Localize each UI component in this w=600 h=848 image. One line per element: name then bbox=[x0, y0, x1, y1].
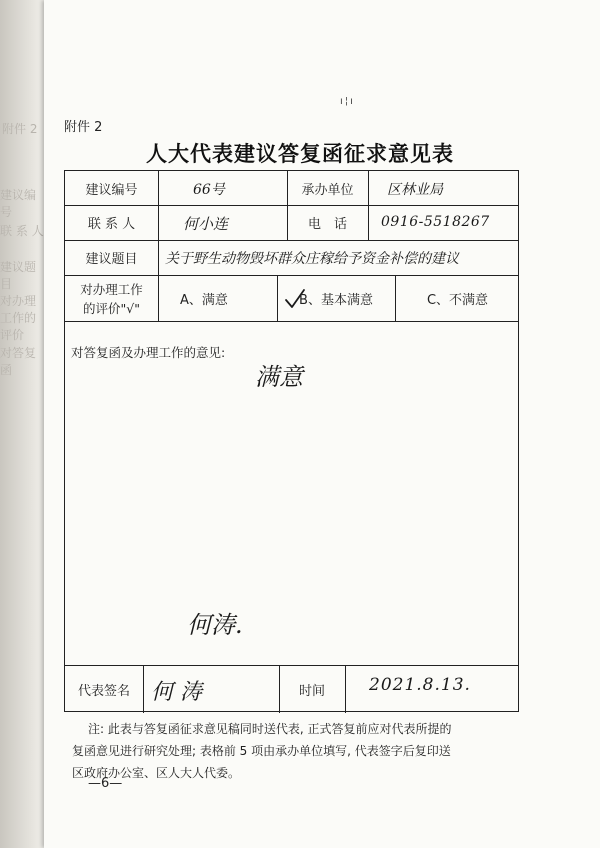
footnote-line: 注: 此表与答复函征求意见稿同时送代表, 正式答复前应对代表所提的 bbox=[88, 722, 452, 736]
phone-value: 0916-5518267 bbox=[381, 214, 490, 230]
topic-value: 关于野生动物毁坏群众庄稼给予资金补偿的建议 bbox=[165, 251, 459, 267]
page-title: 人大代表建议答复函征求意见表 bbox=[146, 141, 454, 166]
evaluation-label-line-2: 的评价"√" bbox=[83, 301, 140, 316]
table-rule bbox=[143, 665, 144, 713]
page-number: —6— bbox=[88, 776, 123, 791]
table-rule bbox=[65, 321, 518, 322]
date-value: 2021.8.13. bbox=[369, 675, 471, 695]
contact-label: 联 系 人 bbox=[87, 217, 136, 232]
option-not-satisfied: C、不满意 bbox=[426, 292, 489, 308]
opinion-signature: 何涛. bbox=[187, 611, 243, 639]
bleed-through-text: 联 系 人 bbox=[0, 224, 44, 238]
contact-value: 何小连 bbox=[183, 215, 229, 233]
option-satisfied: A、满意 bbox=[180, 292, 228, 308]
topic-label: 建议题目 bbox=[85, 252, 138, 267]
table-rule bbox=[368, 171, 369, 240]
attachment-label: 附件 2 bbox=[64, 120, 103, 135]
footnote-line: 复函意见进行研究处理; 表格前 5 项由承办单位填写, 代表签字后复印送 bbox=[72, 744, 451, 758]
date-label: 时间 bbox=[298, 683, 325, 699]
scan-mark: ı¦ı bbox=[340, 96, 355, 107]
opinion-label: 对答复函及办理工作的意见: bbox=[71, 345, 226, 360]
signature-label: 代表签名 bbox=[77, 683, 130, 699]
signature-value: 何 涛 bbox=[151, 680, 202, 705]
proposal-number-label: 建议编号 bbox=[85, 182, 138, 198]
evaluation-label-line-1: 对办理工作 bbox=[80, 282, 143, 297]
table-rule bbox=[345, 665, 346, 713]
bleed-through-text: 附件 2 bbox=[2, 122, 38, 136]
feedback-form-table bbox=[64, 170, 519, 712]
phone-label: 电 话 bbox=[307, 217, 347, 232]
bleed-through-text: 对办理工作的评价 bbox=[0, 294, 37, 342]
footnote bbox=[72, 718, 527, 784]
footnote-line: 区政府办公室、区人大人代委。 bbox=[72, 766, 241, 780]
handling-unit-value: 区林业局 bbox=[387, 182, 443, 198]
opinion-handwritten-text: 满意 bbox=[255, 363, 303, 391]
scan-shadow-edge bbox=[0, 0, 46, 848]
proposal-number-value: 66号 bbox=[193, 182, 225, 198]
bleed-through-text: 建议编号 bbox=[0, 188, 37, 219]
handling-unit-label: 承办单位 bbox=[301, 182, 354, 198]
bleed-through-text: 对答复函 bbox=[0, 346, 37, 377]
option-basically-satisfied: B、基本满意 bbox=[299, 292, 373, 308]
bleed-through-text: 建议题目 bbox=[0, 260, 37, 291]
